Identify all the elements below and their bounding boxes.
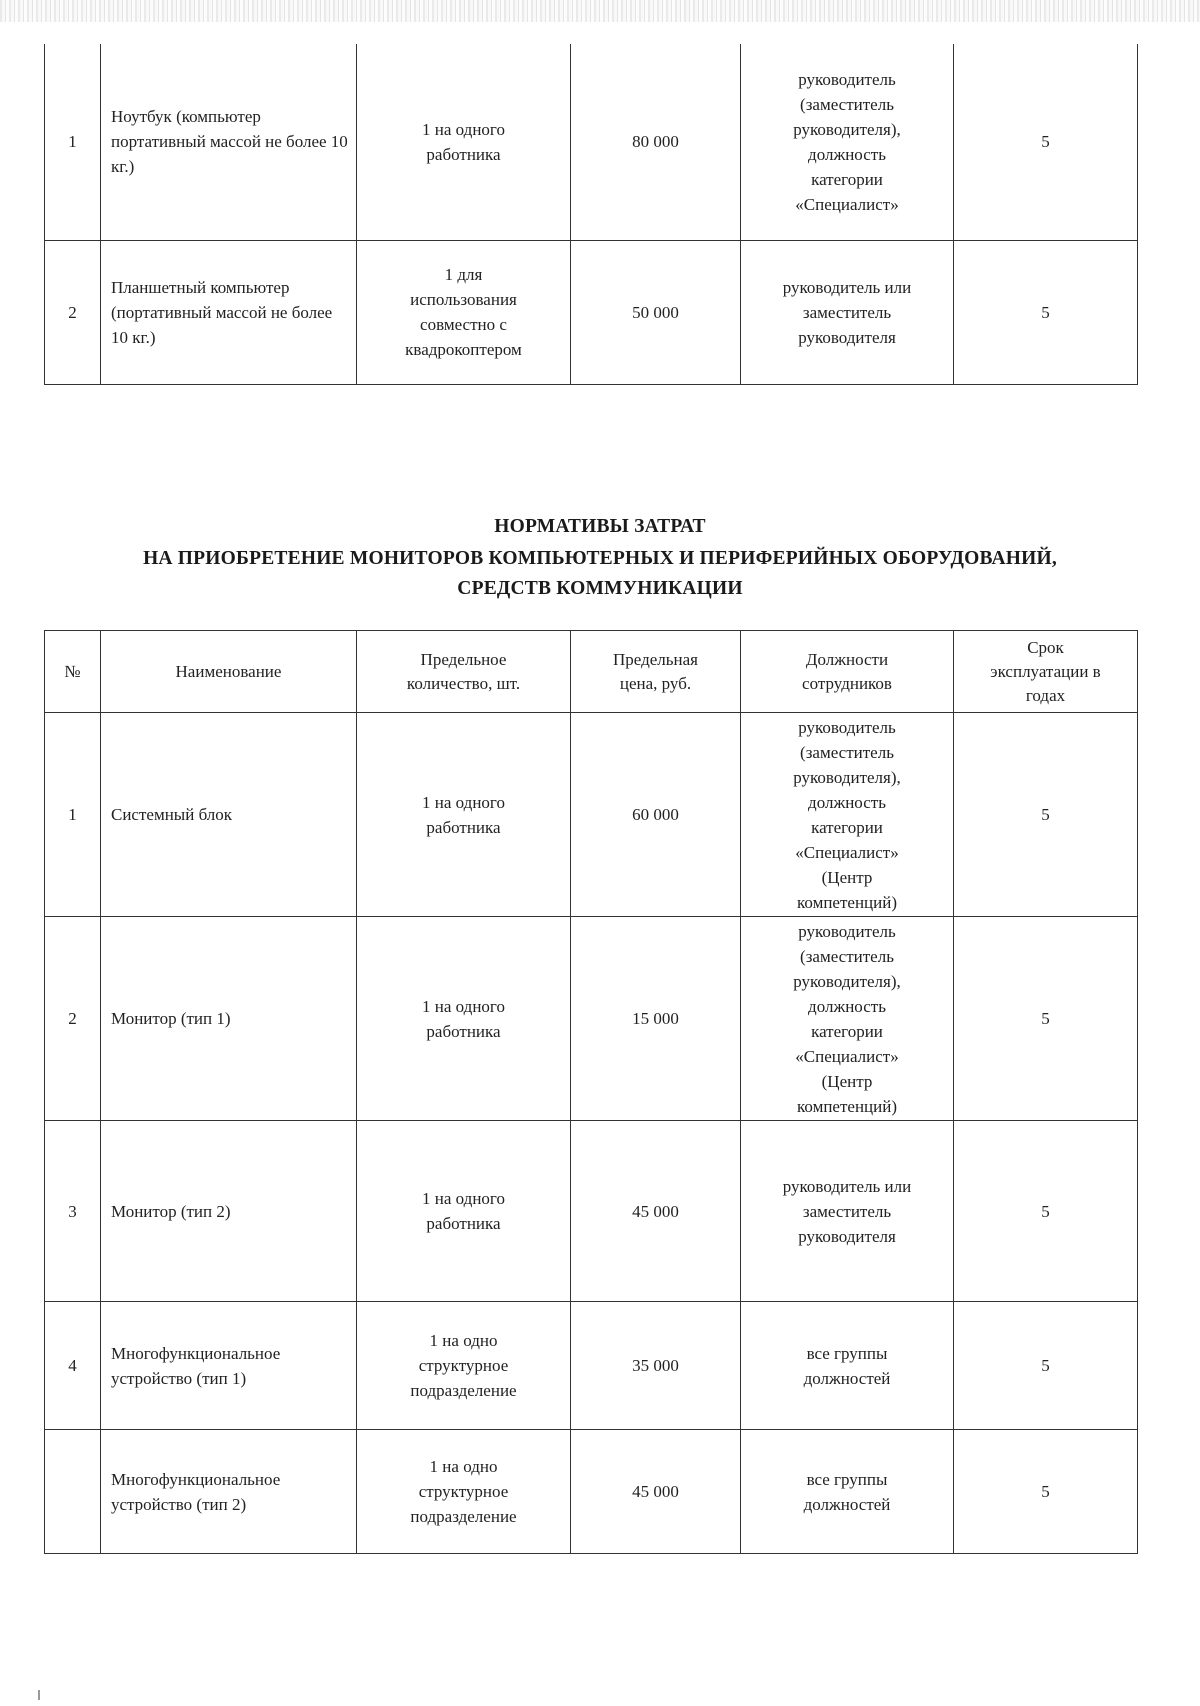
item-name: Ноутбук (компьютер портативный массой не более 10 кг.) bbox=[101, 44, 357, 240]
item-price: 15 000 bbox=[571, 917, 741, 1121]
table-row bbox=[45, 917, 1138, 1121]
item-quantity: 1 на одного работника bbox=[357, 1121, 571, 1302]
header-quantity: Предельное количество, шт. bbox=[357, 631, 571, 713]
item-price: 80 000 bbox=[571, 44, 741, 240]
item-price: 35 000 bbox=[571, 1302, 741, 1430]
item-quantity: 1 на одно структурное подразделение bbox=[357, 1430, 571, 1554]
item-name: Монитор (тип 2) bbox=[101, 1121, 357, 1302]
item-term: 5 bbox=[954, 1430, 1138, 1554]
item-term: 5 bbox=[954, 1302, 1138, 1430]
header-positions: Должности сотрудников bbox=[741, 631, 954, 713]
heading-line-3: СРЕДСТВ КОММУНИКАЦИИ bbox=[457, 578, 743, 599]
header-name: Наименование bbox=[101, 631, 357, 713]
item-quantity: 1 для использования совместно с квадрокоптером bbox=[357, 240, 571, 384]
item-name: Многофункциональное устройство (тип 1) bbox=[101, 1302, 357, 1430]
item-name: Монитор (тип 1) bbox=[101, 917, 357, 1121]
item-name: Многофункциональное устройство (тип 2) bbox=[101, 1430, 357, 1554]
table-row bbox=[45, 1121, 1138, 1302]
item-positions: руководитель (заместитель руководителя), должность категории «Специалист» (Центр компетенций) bbox=[741, 713, 954, 917]
row-number: 2 bbox=[45, 917, 101, 1121]
table-row bbox=[45, 44, 1138, 240]
item-positions: руководитель (заместитель руководителя), должность категории «Специалист» bbox=[741, 44, 954, 240]
item-quantity: 1 на одного работника bbox=[357, 917, 571, 1121]
scan-noise-strip bbox=[0, 0, 1200, 22]
item-price: 45 000 bbox=[571, 1430, 741, 1554]
row-number: 4 bbox=[45, 1302, 101, 1430]
item-term: 5 bbox=[954, 44, 1138, 240]
item-term: 5 bbox=[954, 917, 1138, 1121]
item-name: Планшетный компьютер (портативный массой не более 10 кг.) bbox=[101, 240, 357, 384]
item-positions: руководитель (заместитель руководителя), должность категории «Специалист» (Центр компетенций) bbox=[741, 917, 954, 1121]
row-number: 3 bbox=[45, 1121, 101, 1302]
item-positions: все группы должностей bbox=[741, 1302, 954, 1430]
table-row bbox=[45, 240, 1138, 384]
row-number: 2 bbox=[45, 240, 101, 384]
item-positions: все группы должностей bbox=[741, 1430, 954, 1554]
main-table bbox=[44, 630, 1138, 1554]
item-term: 5 bbox=[954, 1121, 1138, 1302]
item-quantity: 1 на одного работника bbox=[357, 44, 571, 240]
row-number: 1 bbox=[45, 44, 101, 240]
item-price: 50 000 bbox=[571, 240, 741, 384]
item-term: 5 bbox=[954, 713, 1138, 917]
row-number bbox=[45, 1430, 101, 1554]
top-table bbox=[44, 44, 1138, 385]
table-header-row bbox=[45, 631, 1138, 713]
heading-line-2: НА ПРИОБРЕТЕНИЕ МОНИТОРОВ КОМПЬЮТЕРНЫХ И ПЕРИФЕРИЙНЫХ ОБОРУДОВАНИЙ, bbox=[143, 548, 1057, 569]
table-row bbox=[45, 1430, 1138, 1554]
heading-line-1: НОРМАТИВЫ ЗАТРАТ bbox=[494, 516, 706, 537]
header-price: Предельная цена, руб. bbox=[571, 631, 741, 713]
row-number: 1 bbox=[45, 713, 101, 917]
scan-edge-mark bbox=[38, 1690, 40, 1700]
item-positions: руководитель или заместитель руководителя bbox=[741, 240, 954, 384]
item-quantity: 1 на одного работника bbox=[357, 713, 571, 917]
item-price: 45 000 bbox=[571, 1121, 741, 1302]
header-number: № bbox=[45, 631, 101, 713]
item-quantity: 1 на одно структурное подразделение bbox=[357, 1302, 571, 1430]
header-term: Срок эксплуатации в годах bbox=[954, 631, 1138, 713]
item-price: 60 000 bbox=[571, 713, 741, 917]
item-term: 5 bbox=[954, 240, 1138, 384]
item-name: Системный блок bbox=[101, 713, 357, 917]
table-row bbox=[45, 713, 1138, 917]
table-row bbox=[45, 1302, 1138, 1430]
item-positions: руководитель или заместитель руководителя bbox=[741, 1121, 954, 1302]
